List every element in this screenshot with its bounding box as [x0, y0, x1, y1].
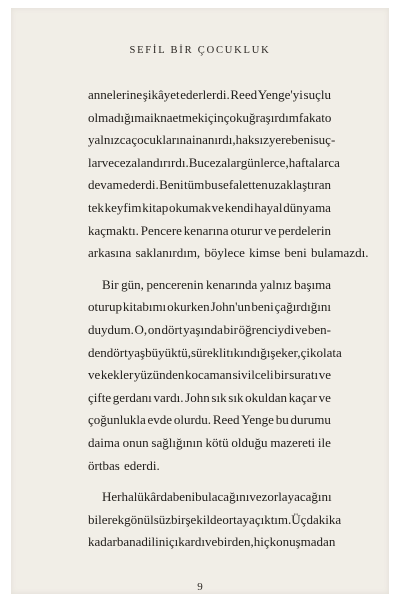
word: ve [249, 489, 262, 505]
word: çikolata [300, 344, 342, 360]
word: ve [318, 389, 331, 405]
word: keyfim [104, 199, 142, 215]
word: çok [223, 109, 243, 125]
word: ortaya [222, 511, 255, 527]
text-line: örtbas ederdi. [88, 457, 160, 473]
word: sık [211, 389, 227, 405]
word: Yenge [241, 412, 274, 428]
text-line [88, 319, 331, 342]
word: oturur [230, 222, 263, 238]
running-title: SEFİL BİR ÇOCUKLUK [129, 45, 271, 56]
word: çağırdığını [274, 299, 331, 315]
text-line [88, 531, 336, 554]
word: için [204, 109, 224, 125]
word: olurdu. [173, 412, 212, 428]
word: vardı. [153, 389, 184, 405]
word: ve [204, 534, 218, 550]
word: duydum. [88, 321, 134, 337]
word: bu [275, 412, 289, 428]
paragraph [88, 274, 342, 477]
word: olduğu [231, 434, 268, 450]
word: kaçar [288, 389, 317, 405]
text-line [88, 220, 331, 243]
word: inanırdı, [191, 132, 236, 148]
word: evde [147, 412, 173, 428]
word: tüm [184, 177, 205, 193]
word: günlerce, [240, 154, 289, 170]
page-number: 9 [197, 581, 203, 593]
word: kenarına [183, 222, 229, 238]
word: on [147, 321, 161, 337]
word: hiç [253, 534, 270, 550]
word: zorlayacağını [261, 489, 332, 505]
word: ve [318, 367, 331, 383]
word: etmek [172, 109, 205, 125]
word: kenarında [206, 276, 258, 292]
word: yalnızca [88, 132, 132, 148]
text-line [88, 84, 331, 107]
word: sık [228, 389, 244, 405]
word: öğrenciydi [238, 321, 295, 337]
word: tek [88, 199, 104, 215]
word: Yenge'yi [257, 87, 303, 102]
word: şikâyet [142, 87, 180, 102]
word: dilini [141, 534, 169, 550]
text-line [88, 364, 331, 387]
word: kitabımı [122, 299, 167, 315]
word: halükârda [121, 489, 173, 505]
text-line [88, 152, 340, 175]
word: bir [171, 511, 186, 527]
word: konuşmadan [269, 534, 336, 550]
word: gerdanı [112, 389, 152, 405]
word: şekilde [185, 511, 223, 527]
text-line [88, 274, 331, 297]
word: perdelerin [278, 222, 331, 238]
word: oturup [88, 299, 122, 315]
word: fakat [298, 109, 325, 125]
word: çifte [88, 389, 112, 405]
word: bana [116, 534, 142, 550]
text-line [88, 107, 331, 130]
word: çocuklarına [131, 132, 192, 148]
word: devam [88, 177, 123, 193]
word: daima [88, 434, 120, 450]
word: O, [134, 321, 148, 337]
word: dört [161, 321, 183, 337]
word: haksız [235, 132, 269, 148]
word: sağlığının [151, 434, 203, 450]
word: bir [223, 321, 238, 337]
word: beni [291, 132, 314, 148]
word: büyüktü, [145, 344, 191, 360]
word: mazereti [270, 434, 316, 450]
word: tıkındığı [226, 344, 271, 360]
word: suratı [289, 367, 319, 383]
paragraph [88, 84, 369, 265]
word: kendi [224, 199, 254, 215]
text-line [88, 432, 331, 455]
word: Üç [291, 511, 307, 527]
word: yalnız [259, 276, 292, 292]
word: Bu [188, 154, 204, 170]
body-text [88, 84, 369, 563]
word: yere [268, 132, 292, 148]
word: ve [101, 154, 114, 170]
word: sefaletten [217, 177, 268, 193]
word: bulacağını [195, 489, 250, 505]
word: kaçmaktı. [88, 222, 139, 238]
word: beni [172, 489, 196, 505]
word: kötü [205, 434, 229, 450]
word: okurken [167, 299, 210, 315]
paragraph [88, 486, 342, 554]
word: çıkardı [168, 534, 205, 550]
word: kitap [142, 199, 169, 215]
word: çıktım. [254, 511, 292, 527]
word: olmadığıma [88, 109, 151, 125]
word: Her [102, 489, 122, 505]
word: birden, [217, 534, 254, 550]
word: okuldan [245, 389, 288, 405]
word: beni [251, 299, 274, 315]
word: Pencere [140, 222, 182, 238]
word: gün, [121, 276, 144, 292]
text-line [88, 342, 342, 365]
word: çoğunlukla [88, 412, 146, 428]
word: dakika [306, 511, 342, 527]
word: ben- [307, 321, 331, 337]
word: John'un [210, 299, 251, 315]
word: suç- [313, 132, 336, 148]
word: hayal [254, 199, 283, 215]
text-line [88, 387, 331, 410]
word: bilerek [88, 511, 125, 527]
word: bu [204, 177, 218, 193]
word: John [185, 389, 210, 405]
text-line [88, 486, 331, 509]
text-line [88, 296, 331, 319]
word: Reed [212, 412, 240, 428]
word: ederdi. [123, 177, 159, 193]
word: o [324, 109, 332, 125]
text-line [88, 509, 342, 532]
word: kadar [88, 534, 117, 550]
word: gönülsüz [124, 511, 172, 527]
word: suçlu [303, 87, 331, 102]
word: Reed [230, 87, 258, 102]
word: den [88, 344, 107, 360]
word: okumak [169, 199, 211, 215]
word: ve [264, 222, 277, 238]
word: annelerine [88, 87, 143, 102]
word: ve [294, 321, 308, 337]
word: ikna [150, 109, 173, 125]
word: kekler [100, 367, 134, 383]
word: uğraşırdım [242, 109, 299, 125]
word: ile [317, 434, 331, 450]
word: Beni [159, 177, 184, 193]
word: yaş [127, 344, 146, 360]
word: cezalandırırdı. [114, 154, 189, 170]
word: Bir [102, 276, 119, 292]
word: pencerenin [146, 276, 204, 292]
word: ederlerdi. [180, 87, 230, 102]
word: lar [88, 154, 102, 170]
word: durumu [290, 412, 331, 428]
text-line [88, 174, 331, 197]
word: sivilceli [232, 367, 274, 383]
word: ve [88, 367, 101, 383]
word: haftalarca [288, 154, 340, 170]
text-line [88, 409, 331, 432]
word: onun [122, 434, 149, 450]
word: yüzünden [133, 367, 185, 383]
text-line [88, 197, 331, 220]
word: kocaman [185, 367, 232, 383]
word: dört [106, 344, 128, 360]
word: ve [211, 199, 224, 215]
word: şeker, [270, 344, 301, 360]
book-page [11, 8, 389, 594]
word: sürekli [190, 344, 227, 360]
word: başıma [294, 276, 331, 292]
word: bir [274, 367, 289, 383]
text-line [88, 129, 336, 152]
word: dünyama [283, 199, 331, 215]
word: cezalar [203, 154, 241, 170]
text-line: arkasına saklanırdım, böylece kimse beni bulamazdı. [88, 245, 369, 261]
word: yaşında [183, 321, 223, 337]
word: uzaklaştıran [268, 177, 331, 193]
